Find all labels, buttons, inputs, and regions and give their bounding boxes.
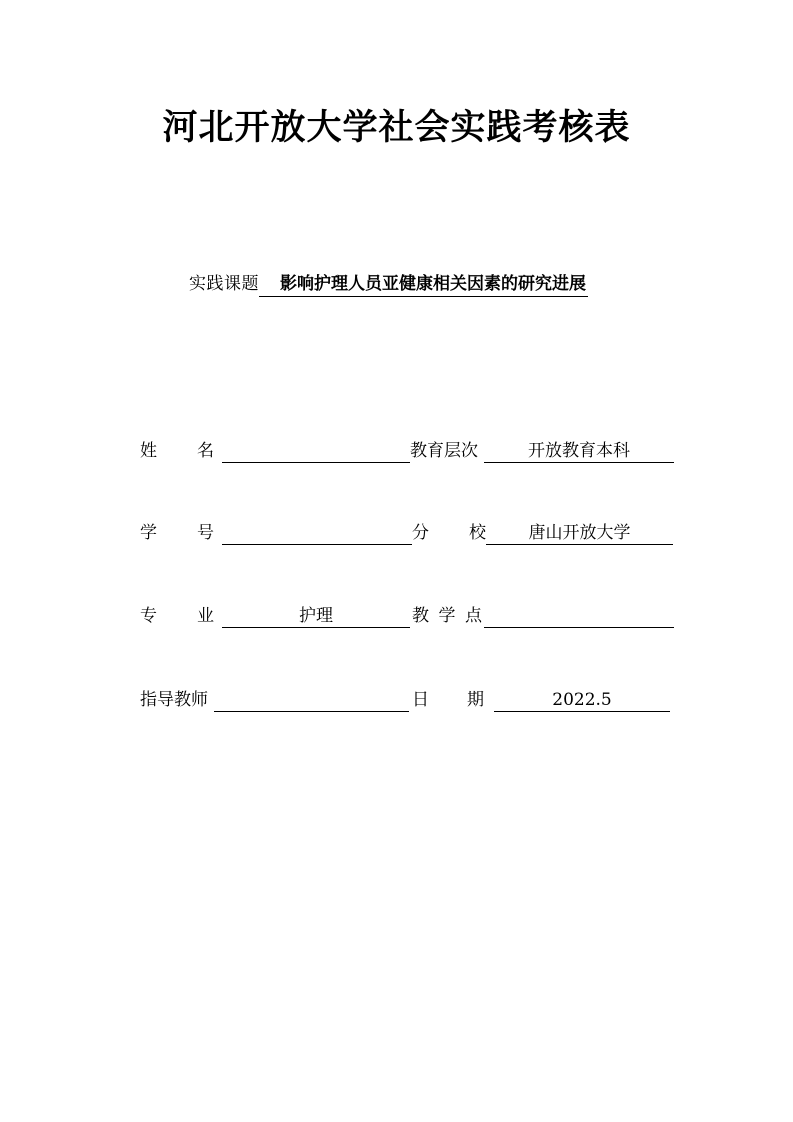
- advisor-label: 指导教师: [140, 690, 208, 710]
- student-id-label: 学 号: [140, 523, 214, 543]
- education-level-label: 教育层次: [410, 441, 478, 461]
- practice-topic-line: [189, 272, 588, 297]
- practice-topic-value[interactable]: 影响护理人员亚健康相关因素的研究进展: [259, 273, 588, 297]
- date-field[interactable]: 2022.5: [494, 688, 670, 712]
- teaching-site-label: 教 学 点: [412, 606, 482, 626]
- form-row-id-branch: [140, 521, 675, 547]
- advisor-field[interactable]: [214, 688, 409, 712]
- major-label: 专 业: [140, 606, 214, 626]
- major-field[interactable]: 护理: [222, 604, 410, 628]
- form-row-major-site: [140, 604, 675, 630]
- education-level-field[interactable]: 开放教育本科: [484, 439, 674, 463]
- practice-topic-label: 实践课题: [189, 274, 259, 294]
- page-title: 河北开放大学社会实践考核表: [162, 108, 631, 148]
- form-row-name-education: [140, 439, 675, 465]
- teaching-site-field[interactable]: [484, 604, 674, 628]
- student-id-field[interactable]: [222, 521, 412, 545]
- branch-label: 分 校: [412, 523, 486, 543]
- name-field[interactable]: [222, 439, 410, 463]
- name-label: 姓 名: [140, 441, 214, 461]
- date-label: 日 期: [412, 690, 484, 710]
- branch-field[interactable]: 唐山开放大学: [486, 521, 673, 545]
- form-row-advisor-date: [140, 688, 675, 714]
